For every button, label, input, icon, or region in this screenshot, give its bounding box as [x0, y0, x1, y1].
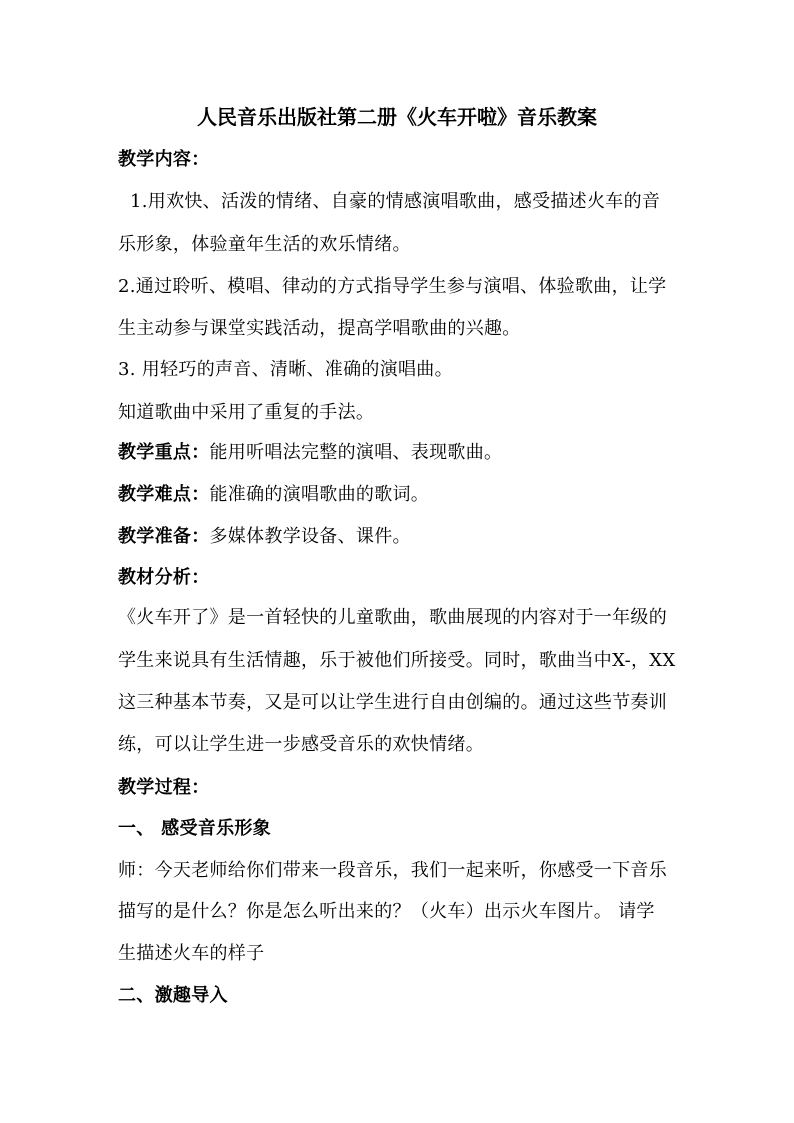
teacher-line-2: 描写的是什么？你是怎么听出来的？（火车）出示火车图片。 请学 — [118, 901, 655, 922]
preparation — [118, 525, 678, 549]
teacher-line-1: 师：今天老师给你们带来一段音乐，我们一起来听，你感受一下音乐 — [118, 860, 667, 881]
key-point — [118, 441, 678, 465]
document-title: 人民音乐出版社第二册《火车开啦》音乐教案 — [197, 105, 597, 129]
process-heading: 教学过程： — [118, 777, 210, 798]
analysis-line-2: 学生来说具有生活情趣，乐于被他们所接受。同时，歌曲当中X-，XX — [118, 650, 676, 671]
key-point-text: 能用听唱法完整的演唱、表现歌曲。 — [209, 442, 503, 463]
teacher-line-3: 生描述火车的样子 — [118, 943, 265, 964]
difficulty — [118, 483, 678, 507]
extra-note: 知道歌曲中采用了重复的手法。 — [118, 402, 375, 423]
section-1-heading: 一、 感受音乐形象 — [118, 818, 271, 839]
objective-2-line-2: 生主动参与课堂实践活动，提高学唱歌曲的兴趣。 — [118, 318, 521, 339]
analysis-line-1: 《火车开了》是一首轻快的儿童歌曲，歌曲展现的内容对于一年级的 — [118, 607, 667, 628]
preparation-label: 教学准备： — [118, 526, 210, 547]
difficulty-label: 教学难点： — [118, 484, 210, 505]
key-point-label: 教学重点： — [118, 442, 210, 463]
content-heading: 教学内容： — [118, 149, 210, 170]
objective-2-line-1: 2.通过聆听、模唱、律动的方式指导学生参与演唱、体验歌曲，让学 — [118, 276, 667, 297]
section-2-heading: 二、激趣导入 — [118, 985, 228, 1006]
objective-3-line-1: 3. 用轻巧的声音、清晰、准确的演唱曲。 — [118, 359, 453, 380]
difficulty-text: 能准确的演唱歌曲的歌词。 — [209, 484, 430, 505]
analysis-heading: 教材分析： — [118, 567, 210, 588]
preparation-text: 多媒体教学设备、课件。 — [209, 526, 411, 547]
objective-1-line-2: 乐形象，体验童年生活的欢乐情绪。 — [118, 234, 411, 255]
analysis-line-3: 这三种基本节奏，又是可以让学生进行自由创编的。通过这些节奏训 — [118, 692, 667, 713]
objective-1-line-1: 1.用欢快、活泼的情绪、自豪的情感演唱歌曲，感受描述火车的音 — [130, 191, 661, 212]
analysis-line-4: 练，可以让学生进一步感受音乐的欢快情绪。 — [118, 734, 484, 755]
